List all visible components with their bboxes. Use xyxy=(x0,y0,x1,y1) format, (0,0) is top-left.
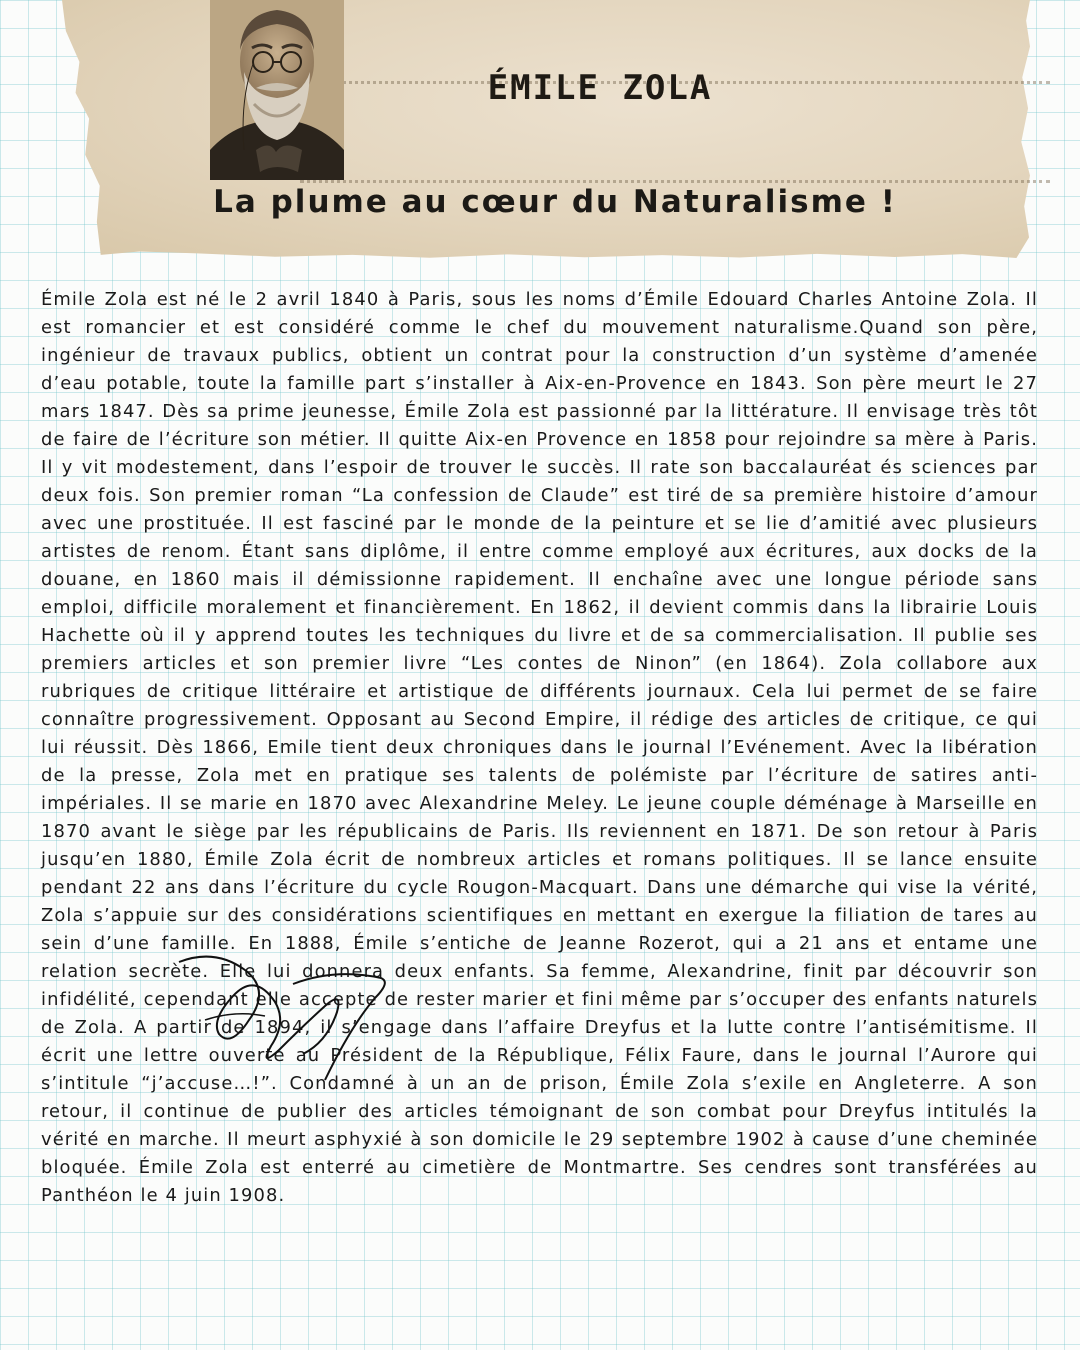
portrait-photo xyxy=(210,0,344,180)
biography-text: Émile Zola est né le 2 avril 1840 à Paris, sous les noms d’Émile Edouard Charles Antoine Zola. Il est romancier et est considéré comme le chef du mouvement naturalisme.Quand son père, ingénieur de travaux publics, obtient un contrat pour la construction d’un système d’amenée d’eau potable, toute la famille part s’installer à Aix-en-Provence en 1843. Son père meurt le 27 mars 1847. Dès sa prime jeunesse, Émile Zola est passionné par la littérature. Il envisage très tôt de faire de l’écriture son métier. Il quitte Aix-en Provence en 1858 pour rejoindre sa mère à Paris. Il y vit modestement, dans l’espoir de trouver le succès. Il rate son baccalauréat és sciences par deux fois. Son premier roman “La confession de Claude” est tiré de sa première histoire d’amour avec une prostituée. Il est fasciné par le monde de la peinture et se lie d’amitié avec plusieurs artistes de renom. Étant sans diplôme, il entre comme employé aux écritures, aux docks de la douane, en 1860 mais il démissionne rapidement. Il enchaîne avec une longue période sans emploi, difficile moralement et financièrement. En 1862, il devient commis dans la librairie Louis Hachette où il y apprend toutes les techniques du livre et de sa commercialisation. Il publie ses premiers articles et son premier livre “Les contes de Ninon” (en 1864). Zola collabore aux rubriques de critique littéraire et artistique de différents journaux. Cela lui permet de se faire connaître progressivement. Opposant au Second Empire, il rédige des articles de critique, ce qui lui réussit. Dès 1866, Emile tient deux chroniques dans le journal l’Evénement. Avec la libération de la presse, Zola met en pratique ses talents de polémiste par l’écriture de satires anti-impériales. Il se marie en 1870 avec Alexandrine Meley. Le jeune couple déménage à Marseille en 1870 avant le siège par les républicains de Paris. Ils reviennent en 1871. De son retour à Paris jusqu’en 1880, Émile Zola écrit de nombreux articles et romans politiques. Il se lance ensuite pendant 22 ans dans l’écriture du cycle Rougon-Macquart. Dans une démarche qui vise la vérité, Zola s’appuie sur des considérations scientifiques en mettant en exergue la filiation de tares au sein d’une famille. En 1888, Émile s’entiche de Jeanne Rozerot, qui a 21 ans et entame une relation secrète. Elle lui donnera deux enfants. Sa femme, Alexandrine, finit par découvrir son infidélité, cependant elle accepte de rester marier et fini même par s’occuper des enfants naturels de Zola. A partir de 1894, il s’engage dans l’affaire Dreyfus et la lutte contre l’antisémitisme. Il écrit une lettre ouverte au Président de la République, Félix Faure, dans le journal l’Aurore qui s’intitule “j’accuse…!”. Condamné à un an de prison, Émile Zola s’exile en Angleterre. A son retour, il continue de publier des articles témoignant de son combat pour Dreyfus intitulés la vérité en marche. Il meurt asphyxié à son domicile le 29 septembre 1902 à cause d’une cheminée bloquée. Émile Zola est enterré au cimetière de Montmartre. Ses cendres sont transférées au Panthéon le 4 juin 1908. xyxy=(41,289,1038,1206)
page-title: ÉMILE ZOLA xyxy=(487,68,713,108)
dotted-divider-bottom xyxy=(300,180,1050,183)
page-subtitle: La plume au cœur du Naturalisme ! xyxy=(213,184,897,220)
